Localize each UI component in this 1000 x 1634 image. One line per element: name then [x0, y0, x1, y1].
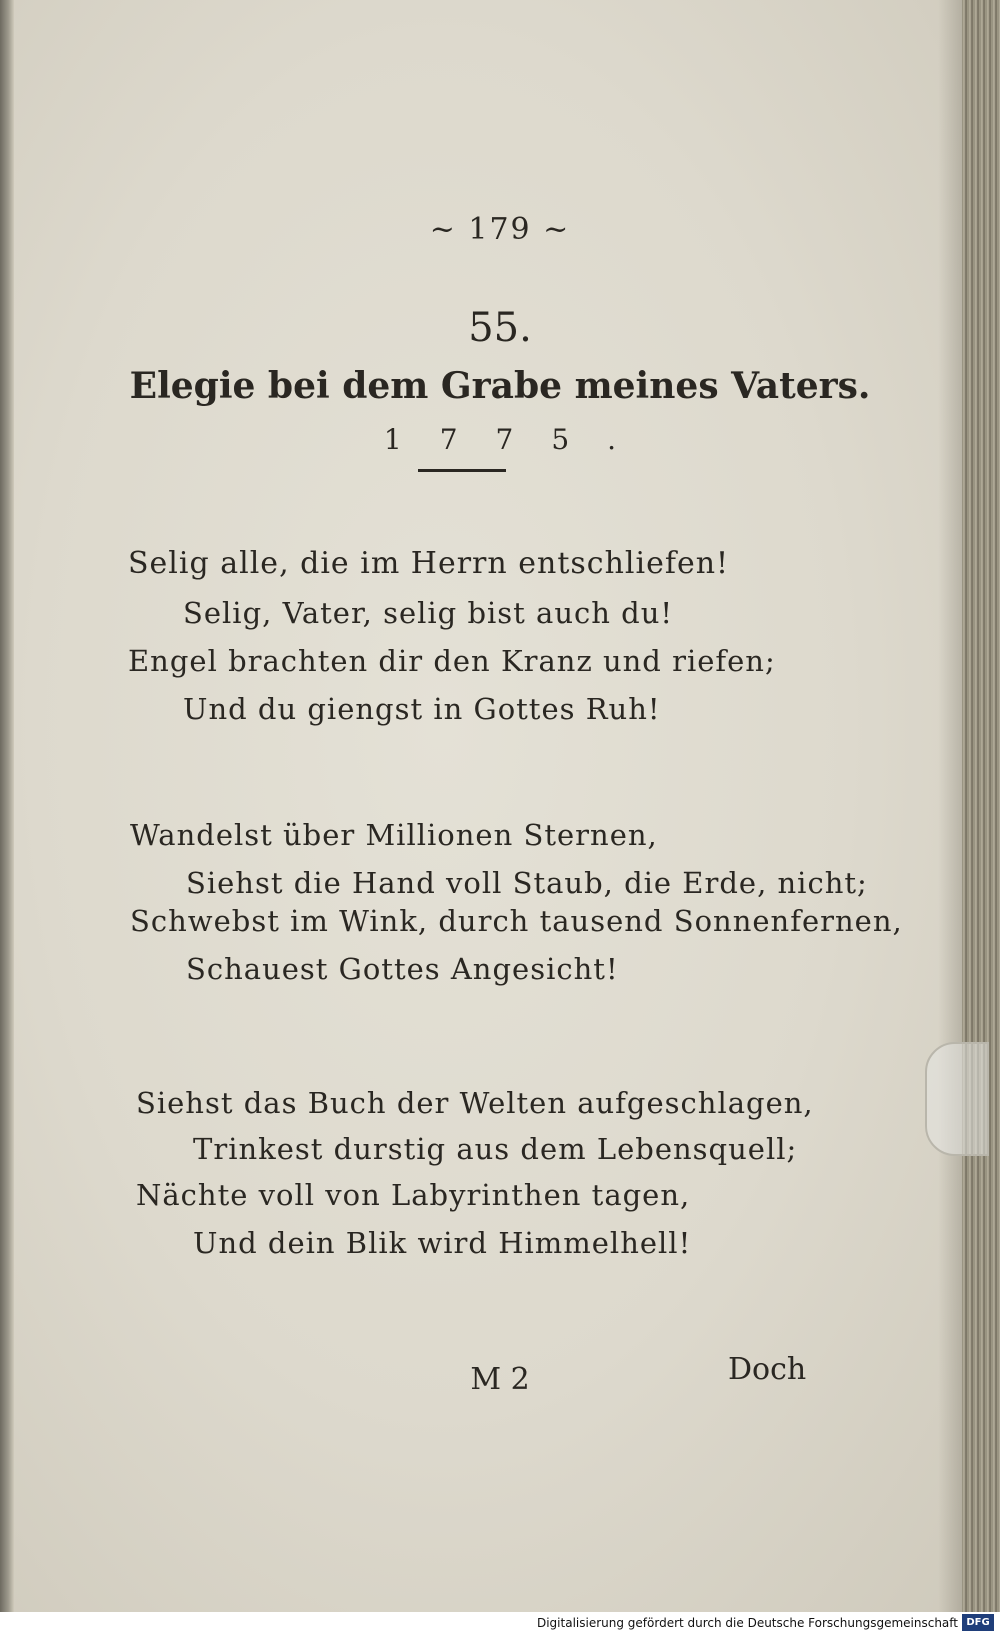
bookmark-tab [925, 1042, 989, 1156]
page-header: ~ 179 ~ [429, 212, 571, 247]
digitization-credit: Digitalisierung gefördert durch die Deutsche Forschungsgemeinschaft [536, 1616, 958, 1630]
poem-line: Engel brachten dir den Kranz und riefen; [128, 644, 776, 678]
poem-number: 55. [468, 305, 532, 351]
poem-line: Siehst die Hand voll Staub, die Erde, nicht; [186, 866, 868, 900]
poem-line: Schwebst im Wink, durch tausend Sonnenfernen, [130, 904, 903, 938]
poem-year: 1775. [383, 423, 655, 456]
poem-line: Und du giengst in Gottes Ruh! [183, 692, 661, 726]
title-rule [418, 469, 506, 472]
poem-line: Selig, Vater, selig bist auch du! [183, 596, 674, 630]
poem-line: Siehst das Buch der Welten aufgeschlagen, [136, 1086, 814, 1120]
dfg-logo: DFG [962, 1614, 994, 1631]
poem-line: Schauest Gottes Angesicht! [186, 952, 619, 986]
poem-line: Wandelst über Millionen Sternen, [130, 818, 658, 852]
poem-line: Trinkest durstig aus dem Lebensquell; [193, 1132, 798, 1166]
poem-line: Nächte voll von Labyrinthen tagen, [136, 1178, 691, 1212]
poem-title: Elegie bei dem Grabe meines Vaters. [129, 365, 871, 407]
poem-line: Und dein Blik wird Himmelhell! [193, 1226, 692, 1260]
catchword: Doch [728, 1352, 807, 1387]
poem-line: Selig alle, die im Herrn entschliefen! [128, 546, 730, 581]
signature-mark: M 2 [470, 1362, 530, 1397]
